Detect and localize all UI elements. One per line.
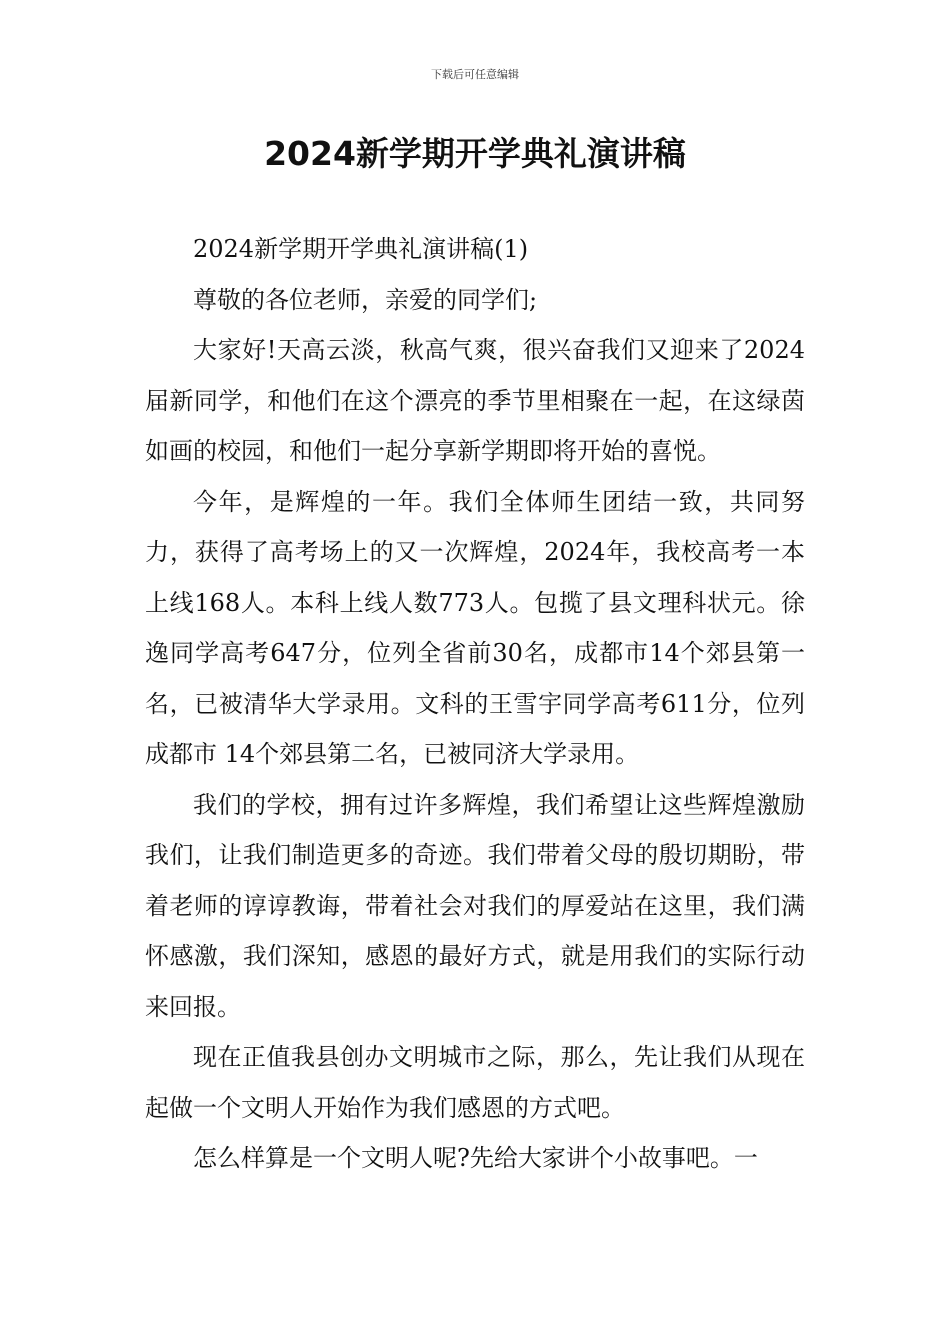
document-body xyxy=(145,224,805,1184)
paragraph-civilized-city: 现在正值我县创办文明城市之际，那么，先让我们从现在起做一个文明人开始作为我们感恩的方式吧。 xyxy=(145,1043,805,1122)
paragraph-gratitude: 我们的学校，拥有过许多辉煌，我们希望让这些辉煌激励我们，让我们制造更多的奇迹。我们带着父母的殷切期盼，带着老师的谆谆教诲，带着社会对我们的厚爱站在这里，我们满怀感激，我们深知，感恩的最好方式，就是用我们的实际行动来回报。 xyxy=(145,790,805,1021)
paragraph-salutation: 尊敬的各位老师，亲爱的同学们; xyxy=(193,285,538,314)
paragraph-story-intro: 怎么样算是一个文明人呢?先给大家讲个小故事吧。一 xyxy=(193,1144,758,1172)
header-note: 下载后可任意编辑 xyxy=(431,68,519,81)
paragraph-subtitle: 2024新学期开学典礼演讲稿(1) xyxy=(193,235,529,263)
paragraph-achievements: 今年，是辉煌的一年。我们全体师生团结一致，共同努力，获得了高考场上的又一次辉煌，2024年，我校高考一本上线168人。本科上线人数773人。包揽了县文理科状元。徐逸同学高考647分，位列全省前30名，成都市14个郊县第一名，已被清华大学录用。文科的王雪宇同学高考611分，位列成都市 14个郊县第二名，已被同济大学录用。 xyxy=(145,487,805,768)
paragraph-greeting: 大家好!天高云淡，秋高气爽，很兴奋我们又迎来了2024届新同学，和他们在这个漂亮的季节里相聚在一起，在这绿茵如画的校园，和他们一起分享新学期即将开始的喜悦。 xyxy=(145,336,805,465)
document-title: 2024新学期开学典礼演讲稿 xyxy=(264,134,686,173)
